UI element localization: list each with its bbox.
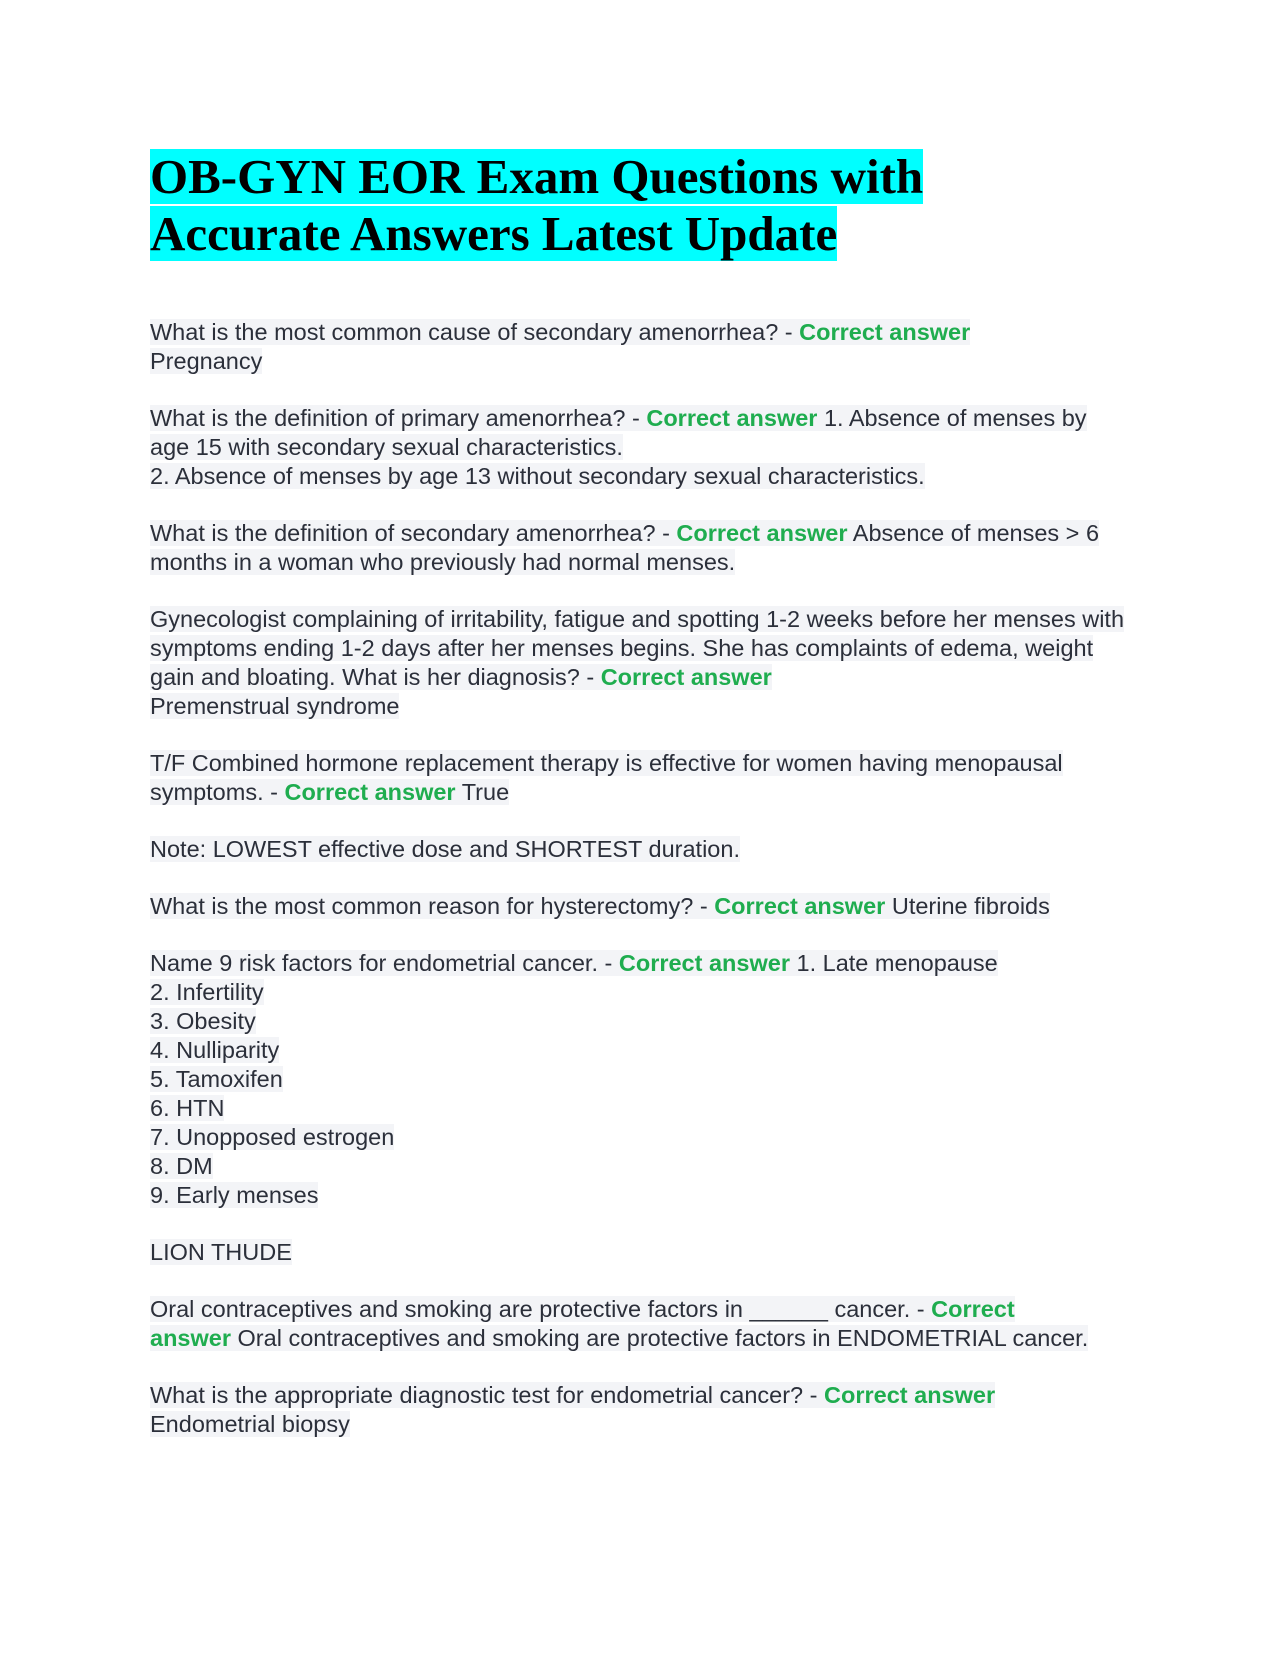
answer-text: 1. Late menopause <box>789 950 998 976</box>
list-item: 4. Nulliparity <box>150 1037 280 1063</box>
answer-text: 2. Absence of menses by age 13 without secondary sexual characteristics. <box>150 463 925 489</box>
correct-answer-label: Correct answer <box>600 664 772 690</box>
document-page <box>150 148 1130 1467</box>
question-text: Oral contraceptives and smoking are protective factors in ______ cancer. - <box>150 1296 932 1322</box>
list-item: 9. Early menses <box>150 1182 319 1208</box>
question-text: What is the definition of primary amenorrhea? - <box>150 405 647 431</box>
question-text: What is the appropriate diagnostic test for endometrial cancer? - <box>150 1382 825 1408</box>
answer-text: Premenstrual syndrome <box>150 693 400 719</box>
mnemonic-text: LION THUDE <box>150 1239 292 1265</box>
question-text: What is the definition of secondary amenorrhea? - <box>150 520 677 546</box>
list-item: 6. HTN <box>150 1095 225 1121</box>
answer-text: Endometrial biopsy <box>150 1411 350 1437</box>
correct-answer-label: Correct answer <box>284 779 456 805</box>
qa-item-5 <box>150 749 1130 807</box>
list-item: 7. Unopposed estrogen <box>150 1124 395 1150</box>
correct-answer-label: Correct answer <box>714 893 886 919</box>
qa-item-1 <box>150 318 1130 376</box>
correct-answer-label: Correct answer <box>646 405 818 431</box>
note-text: Note: LOWEST effective dose and SHORTEST duration. <box>150 836 740 862</box>
list-item: 3. Obesity <box>150 1008 256 1034</box>
qa-item-9 <box>150 1381 1130 1439</box>
title-line-2: Accurate Answers Latest Update <box>150 206 838 261</box>
question-text: T/F Combined hormone replacement therapy is effective for women having menopausal symptoms. - <box>150 750 1063 805</box>
title-line-1: OB-GYN EOR Exam Questions with <box>150 149 924 204</box>
correct-answer-label: Correct answer <box>676 520 848 546</box>
qa-item-2 <box>150 404 1130 491</box>
question-text: What is the most common reason for hysterectomy? - <box>150 893 715 919</box>
list-item: 8. DM <box>150 1153 213 1179</box>
qa-item-4 <box>150 605 1130 721</box>
correct-answer-label: Correct answer <box>618 950 790 976</box>
answer-text: Uterine fibroids <box>885 893 1050 919</box>
correct-answer-label: Correct answer <box>799 319 971 345</box>
question-text: Gynecologist complaining of irritability, fatigue and spotting 1-2 weeks before her menses with symptoms ending 1-2 days after her menses begins. She has complaints of edema, weight gain and bloating. What is her diagnosis? - <box>150 606 1125 690</box>
question-text: What is the most common cause of secondary amenorrhea? - <box>150 319 800 345</box>
list-item: 5. Tamoxifen <box>150 1066 283 1092</box>
correct-answer-label-part-1: Correct <box>931 1296 1015 1322</box>
qa-item-8 <box>150 1295 1130 1353</box>
qa-item-6 <box>150 892 1130 921</box>
answer-text: 1. Absence of menses by age 15 with secondary sexual characteristics. <box>150 405 1087 460</box>
answer-text: Oral contraceptives and smoking are protective factors in ENDOMETRIAL cancer. <box>231 1325 1089 1351</box>
mnemonic-paragraph <box>150 1238 1130 1267</box>
note-paragraph <box>150 835 1130 864</box>
list-item: 2. Infertility <box>150 979 264 1005</box>
document-title <box>150 148 1130 262</box>
answer-text: Absence of menses > 6 months in a woman who previously had normal menses. <box>150 520 1100 575</box>
correct-answer-label: Correct answer <box>824 1382 996 1408</box>
answer-text: Pregnancy <box>150 348 263 374</box>
question-text: Name 9 risk factors for endometrial cancer. - <box>150 950 619 976</box>
qa-item-7 <box>150 949 1130 1210</box>
answer-text: True <box>455 779 510 805</box>
correct-answer-label-part-2: answer <box>150 1325 231 1351</box>
qa-item-3 <box>150 519 1130 577</box>
